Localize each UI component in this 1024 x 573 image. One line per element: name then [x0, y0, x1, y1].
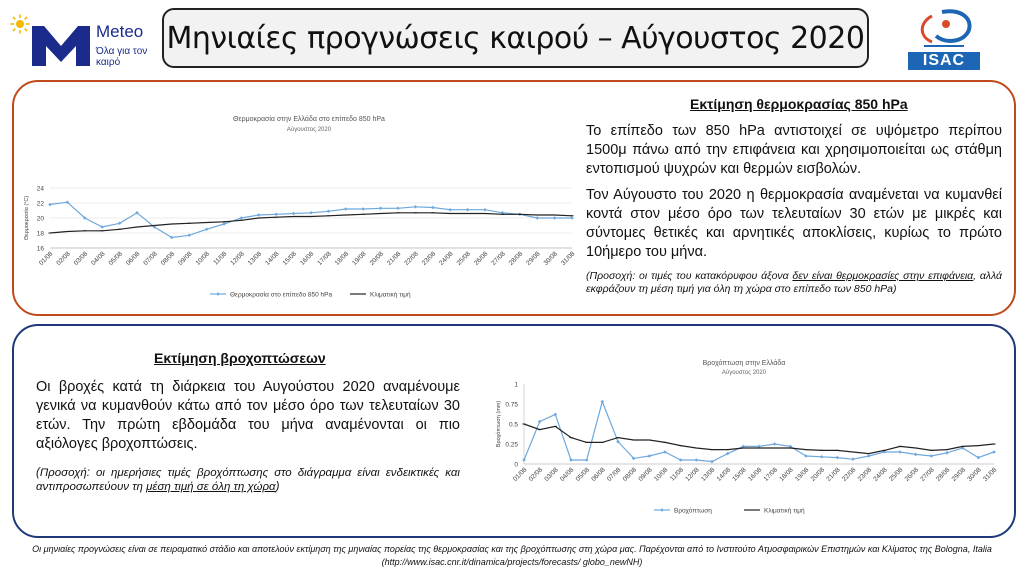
temperature-note-suffix: , αλλά εκφράζουν τη μέση τιμή για όλη τη χώρα στο επίπεδο των 850 hPa) [586, 270, 1002, 295]
precipitation-section-title: Εκτίμηση βροχοπτώσεων [154, 350, 326, 366]
precipitation-paragraph: Οι βροχές κατά τη διάρκεια του Αυγούστου 2020 αναμένουμε γενικά να κυμανθούν κάτω από τον μέσο όρο των τελευταίων 30 ετών. Την πρώτη εβδομάδα του μήνα αναμένονται οι πιο αξιόλογες βροχοπτώσεις. [36, 379, 460, 452]
x-tick-label: 17/08 [316, 250, 333, 267]
meteo-m-icon [30, 22, 92, 68]
x-tick-label: 17/08 [762, 466, 780, 483]
data-point [554, 413, 558, 417]
temperature-chart [20, 116, 580, 306]
x-tick-label: 06/08 [590, 466, 607, 483]
x-tick-label: 10/08 [652, 466, 670, 483]
x-tick-label: 20/08 [809, 466, 827, 483]
x-tick-label: 19/08 [351, 250, 368, 267]
x-tick-label: 24/08 [872, 466, 889, 483]
x-tick-label: 21/08 [385, 250, 403, 267]
page-title: Μηνιαίες προγνώσεις καιρού – Αύγουστος 2020 [166, 20, 865, 56]
x-tick-label: 28/08 [507, 250, 525, 267]
y-axis-label: Βροχόπτωση (mm) [496, 400, 502, 448]
temperature-paragraph-2: Τον Αύγουστο του 2020 η θερμοκρασία αναμένεται να κυμανθεί κοντά στον μέσο όρο των τελευταίων 30 ετών με μικρές και σύντομες θετικές και αρνητικές αποκλίσεις, κυρίως το πρώτο 10ήμερο του μήνα. [586, 187, 1002, 260]
data-point [773, 442, 777, 446]
x-tick-label: 07/08 [142, 250, 159, 267]
x-tick-label: 31/08 [981, 466, 999, 483]
y-tick-label: 24 [36, 185, 44, 193]
x-tick-label: 08/08 [159, 250, 177, 267]
x-tick-label: 23/08 [420, 250, 438, 267]
data-point [431, 206, 435, 210]
temperature-chart-title: Θερμοκρασία στην Ελλάδα στο επίπεδο 850 hPa [233, 116, 385, 123]
data-point [240, 216, 244, 220]
x-tick-label: 16/08 [746, 466, 764, 483]
x-tick-label: 05/08 [107, 250, 125, 267]
precipitation-note [36, 466, 460, 494]
y-tick-label: 0.25 [505, 441, 518, 449]
precipitation-note-suffix: ) [275, 481, 280, 493]
brand-name: Meteo [96, 22, 144, 41]
data-point [945, 451, 949, 455]
precipitation-note-emphasis: μέση τιμή σε όλη τη χώρα [146, 481, 276, 493]
x-tick-label: 27/08 [490, 250, 507, 267]
data-point [274, 212, 278, 216]
y-tick-label: 22 [36, 200, 44, 208]
precipitation-chart [484, 352, 1004, 532]
x-tick-label: 22/08 [840, 466, 858, 483]
x-tick-label: 15/08 [281, 250, 299, 267]
legend-label: Κλιματική τιμή [370, 291, 411, 299]
legend-label: Κλιματική τιμή [764, 507, 805, 515]
data-point [187, 233, 191, 237]
swirl-icon [902, 6, 984, 54]
x-tick-label: 11/08 [212, 250, 229, 267]
data-point [361, 207, 365, 211]
data-point [585, 458, 589, 462]
legend-marker [216, 292, 220, 296]
precipitation-chart-subtitle: Αύγουστος 2020 [721, 370, 767, 376]
data-point [648, 454, 652, 458]
x-tick-label: 18/08 [333, 250, 351, 267]
x-tick-label: 13/08 [699, 466, 717, 483]
data-point [569, 458, 573, 462]
x-tick-label: 31/08 [559, 250, 577, 267]
x-tick-label: 12/08 [229, 250, 246, 267]
data-point [396, 206, 400, 210]
precipitation-panel [12, 324, 1016, 538]
x-tick-label: 01/08 [37, 250, 55, 267]
y-tick-label: 0.5 [508, 421, 518, 429]
x-tick-label: 04/08 [90, 250, 107, 267]
data-point [820, 455, 824, 459]
x-tick-label: 05/08 [574, 466, 592, 483]
data-point [309, 211, 313, 215]
x-tick-label: 13/08 [246, 250, 264, 267]
data-point [379, 206, 383, 210]
data-point [448, 208, 452, 212]
x-tick-label: 14/08 [264, 250, 281, 267]
precipitation-note-prefix: (Προσοχή: οι ημερήσιες τιμές βροχόπτωσης στο διάγραμμα είναι ενδεικτικές και αντιπροσωπεύουν τη [36, 467, 460, 493]
x-tick-label: 23/08 [856, 466, 874, 483]
x-tick-label: 27/08 [919, 466, 936, 483]
x-tick-label: 18/08 [778, 466, 795, 483]
x-tick-label: 06/08 [124, 250, 142, 267]
y-tick-label: 0 [514, 461, 518, 469]
isac-text: ISAC [908, 52, 980, 70]
data-point [522, 458, 526, 462]
series-line-forecast [50, 202, 572, 237]
title-box [162, 8, 869, 68]
isac-logo[interactable] [902, 6, 984, 72]
x-tick-label: 01/08 [511, 466, 529, 483]
x-tick-label: 04/08 [558, 466, 576, 483]
data-point [292, 212, 296, 216]
x-tick-label: 29/08 [525, 250, 542, 267]
data-point [222, 222, 226, 226]
data-point [898, 450, 902, 454]
x-tick-label: 09/08 [177, 250, 194, 267]
data-point [930, 454, 934, 458]
x-tick-label: 26/08 [472, 250, 490, 267]
x-tick-label: 08/08 [621, 466, 639, 483]
footer-disclaimer: Οι μηνιαίες προγνώσεις είναι σε πειραματικό στάδιο και αποτελούν εκτίμηση της μηνιαίας πορείας της θερμοκρασίας και της βροχόπτωσης στη χώρα μας. Παρέχονται από το Ινστιτούτο Ατμοσφαιρικών Επιστημών και Κλίματος της Bologna, Italia (http://www.isac.cnr.it/dinamica/projects/forecasts/ globo_newNH) [32, 544, 992, 567]
x-tick-label: 15/08 [731, 466, 748, 483]
x-tick-label: 22/08 [403, 250, 420, 267]
data-point [695, 458, 699, 462]
x-tick-label: 14/08 [715, 466, 733, 483]
temperature-note [586, 270, 1002, 296]
y-tick-label: 18 [36, 230, 44, 238]
data-point [538, 420, 542, 424]
x-tick-label: 10/08 [194, 250, 212, 267]
temperature-note-prefix: (Προσοχή: οι τιμές του κατακόρυφου άξονα [586, 270, 793, 282]
x-tick-label: 25/08 [455, 250, 473, 267]
data-point [553, 216, 557, 220]
temperature-note-emphasis: δεν είναι θερμοκρασίες στην επιφάνεια [792, 270, 974, 282]
data-point [867, 454, 871, 458]
x-tick-label: 24/08 [438, 250, 455, 267]
temperature-chart-subtitle: Αύγουστος 2020 [286, 127, 332, 133]
x-tick-label: 16/08 [298, 250, 316, 267]
y-axis-label: Θερμοκρασία (°C) [24, 195, 30, 241]
data-point [570, 216, 574, 220]
x-tick-label: 03/08 [72, 250, 90, 267]
data-point [466, 208, 470, 212]
data-point [414, 205, 418, 209]
y-tick-label: 16 [36, 245, 44, 253]
temperature-section-title: Εκτίμηση θερμοκρασίας 850 hPa [690, 96, 908, 112]
x-tick-label: 26/08 [903, 466, 921, 483]
meteo-logo[interactable] [8, 8, 158, 70]
x-tick-label: 02/08 [527, 466, 545, 483]
x-tick-label: 28/08 [934, 466, 952, 483]
data-point [327, 209, 331, 213]
x-tick-label: 30/08 [542, 250, 560, 267]
x-tick-label: 11/08 [668, 466, 686, 483]
legend-marker [660, 508, 664, 512]
x-tick-label: 07/08 [605, 466, 623, 483]
data-point [836, 456, 840, 460]
series-line-climate [50, 213, 572, 233]
x-tick-label: 25/08 [887, 466, 905, 483]
data-point [483, 208, 487, 212]
x-tick-label: 20/08 [368, 250, 386, 267]
x-tick-label: 29/08 [950, 466, 968, 483]
temperature-panel [12, 80, 1016, 316]
y-tick-label: 0.75 [505, 401, 518, 409]
temperature-paragraph-1: Το επίπεδο των 850 hPa αντιστοιχεί σε υψόμετρο περίπου 1500μ πάνω από την επιφάνεια και χρησιμοποιείται ως στάθμη εντοπισμού ψυχρών και θερμών εισβολών. [586, 123, 1002, 177]
brand-tagline: Όλα για τον καιρό [96, 46, 148, 68]
data-point [992, 450, 996, 454]
x-tick-label: 30/08 [966, 466, 983, 483]
x-tick-label: 21/08 [825, 466, 842, 483]
data-point [851, 457, 855, 461]
precipitation-chart-title: Βροχόπτωση στην Ελλάδα [702, 360, 786, 367]
data-point [601, 400, 605, 404]
y-tick-label: 1 [514, 381, 518, 389]
series-line-climate [524, 424, 994, 454]
y-tick-label: 20 [36, 215, 44, 223]
legend-label: Βροχόπτωση [674, 507, 712, 515]
data-point [914, 453, 918, 457]
data-point [257, 213, 261, 217]
data-point [535, 216, 539, 220]
x-tick-label: 09/08 [637, 466, 654, 483]
x-tick-label: 02/08 [55, 250, 72, 267]
legend-label: Θερμοκρασία στο επίπεδο 850 hPa [230, 291, 333, 299]
series-line-forecast [524, 402, 994, 462]
data-point [205, 227, 209, 231]
x-tick-label: 19/08 [793, 466, 811, 483]
data-point [344, 207, 348, 211]
sun-icon [10, 14, 30, 34]
x-tick-label: 03/08 [543, 466, 560, 483]
x-tick-label: 12/08 [684, 466, 701, 483]
